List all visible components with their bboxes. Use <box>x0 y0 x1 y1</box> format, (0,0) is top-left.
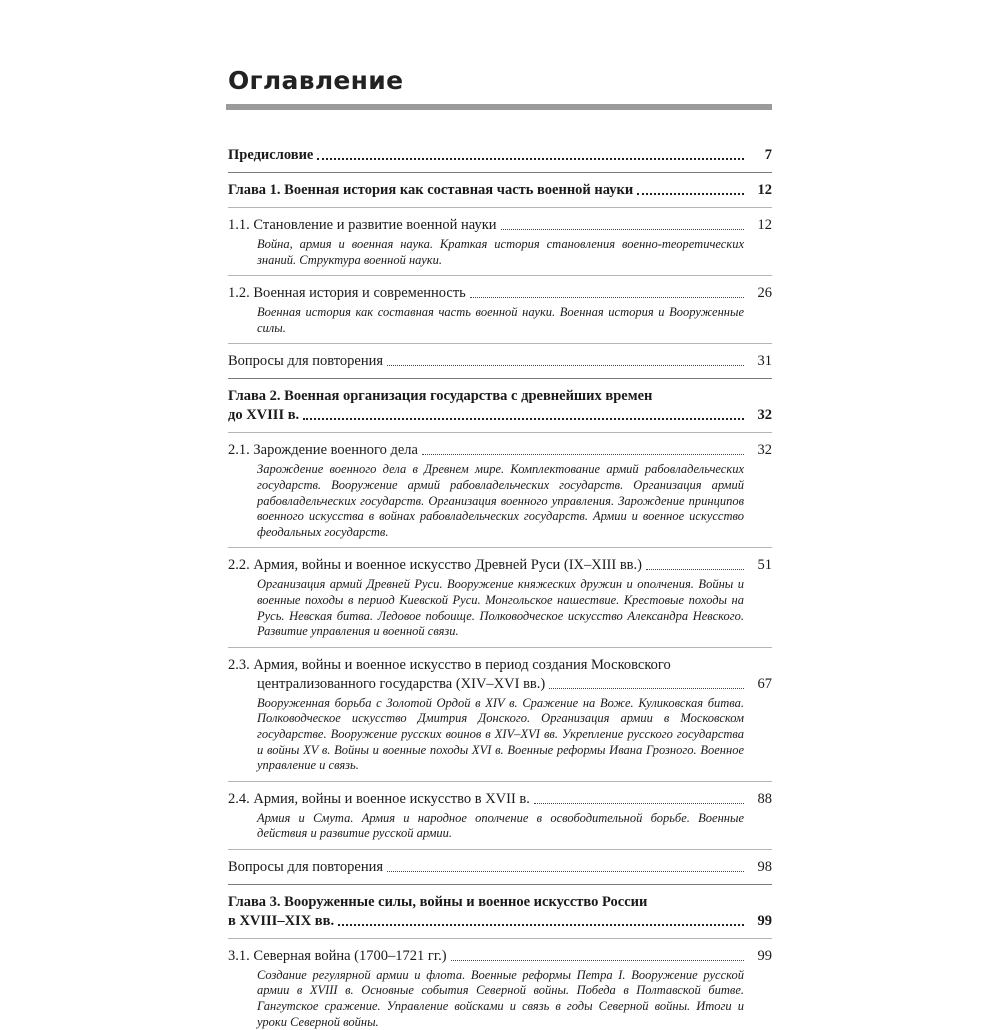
toc-entry-title-line2: в XVIII–XIX вв. <box>228 912 335 929</box>
leader-dots <box>534 803 744 804</box>
toc-entry-description: Армия и Смута. Армия и народное ополчение в освободительной борьбе. Военные действия и развитие русской армии. <box>257 810 744 841</box>
toc-entry-page: 7 <box>764 147 772 163</box>
toc-entry-description: Вооруженная борьба с Золотой Ордой в XIV в. Сражение на Воже. Куликовская битва. Полководческое искусство Дмитрия Донского. Организация армии в Московском государстве. Вооружение русских воинов в XIV–XVI вв. Укрепление русского государства и войны XV в. Войны и военные походы XVI в. Военные реформы Ивана Грозного. Военное управление и связь. <box>257 695 744 773</box>
toc-entry-title: 3.1. Северная война (1700–1721 гг.) <box>228 947 447 964</box>
leader-dots <box>303 418 744 420</box>
toc-entry-page: 32 <box>757 442 772 459</box>
toc-entry-page: 99 <box>757 912 772 929</box>
toc-entry-description: Военная история как составная часть военной науки. Военная история и Вооруженные силы. <box>257 305 744 335</box>
toc-entry-section-2-4[interactable] <box>228 790 772 842</box>
toc-entry-title-line1: Глава 3. Вооруженные силы, войны и военное искусство России <box>228 893 648 910</box>
toc-entry-title: 2.1. Зарождение военного дела <box>228 442 418 459</box>
toc-entry-title: Глава 1. Военная история как составная часть военной науки <box>228 182 634 198</box>
divider <box>228 378 772 379</box>
toc-entry-page: 31 <box>757 353 772 370</box>
leader-dots <box>470 297 744 298</box>
divider <box>228 547 772 548</box>
divider <box>228 647 772 648</box>
toc-entry-description: Зарождение военного дела в Древнем мире. Комплектование армий рабовладельческих государств. Вооружение армий рабовладельческих государств. Организация армий рабовладельческих государств. Организация военного управления. Зарождение принципов военного искусства в войнах рабовладельческих государств. Армии и военное искусство феодальных государств. <box>257 462 744 539</box>
leader-dots <box>646 569 744 570</box>
toc-entry-section-1-1[interactable] <box>228 216 772 268</box>
toc-entry-page: 67 <box>757 675 772 692</box>
leader-dots <box>317 158 744 160</box>
toc-entry-page: 99 <box>757 947 772 964</box>
toc-entry-page: 32 <box>757 407 772 424</box>
divider <box>228 884 772 885</box>
toc-entry-page: 51 <box>757 557 772 574</box>
leader-dots <box>387 365 744 366</box>
divider <box>228 849 772 850</box>
page-title: Оглавление <box>228 66 404 95</box>
divider <box>228 172 772 173</box>
divider <box>228 432 772 433</box>
toc-entry-description: Организация армий Древней Руси. Вооружение княжеских дружин и ополчения. Войны и военные походы в период Киевской Руси. Монгольское нашествие. Крестовые походы на Русь. Невская битва. Ледовое побоище. Полководческое искусство Александра Невского. Развитие управления и военной связи. <box>257 577 744 639</box>
divider <box>228 207 772 208</box>
toc-entry-title-line1: 2.3. Армия, войны и военное искусство в период создания Московского <box>228 656 671 673</box>
toc-entry-description: Война, армия и военная наука. Краткая история становления военно-теоретических знаний. Структура военной науки. <box>257 237 744 267</box>
table-of-contents <box>228 146 772 1030</box>
toc-entry-chapter-3[interactable] <box>228 893 772 931</box>
toc-entry-title: 1.1. Становление и развитие военной науки <box>228 217 497 233</box>
leader-dots <box>549 688 744 689</box>
toc-entry-section-1-2[interactable] <box>228 284 772 336</box>
title-rule <box>226 104 772 110</box>
toc-entry-title: Вопросы для повторения <box>228 858 384 875</box>
divider <box>228 275 772 276</box>
divider <box>228 343 772 344</box>
toc-entry-chapter-2[interactable] <box>228 387 772 425</box>
toc-entry-section-2-2[interactable] <box>228 556 772 639</box>
toc-entry-title-line2: до XVIII в. <box>228 407 300 424</box>
leader-dots <box>387 871 744 872</box>
toc-entry-section-2-3[interactable] <box>228 656 772 774</box>
toc-entry-page: 26 <box>757 285 772 302</box>
toc-entry-questions-2[interactable] <box>228 858 772 877</box>
toc-entry-page: 88 <box>757 790 772 807</box>
leader-dots <box>637 193 744 195</box>
toc-entry-title: 1.2. Военная история и современность <box>228 285 466 302</box>
leader-dots <box>451 960 744 961</box>
toc-entry-title: 2.2. Армия, войны и военное искусство Древней Руси (IX–XIII вв.) <box>228 557 642 574</box>
toc-entry-title-line1: Глава 2. Военная организация государства с древнейших времен <box>228 388 653 405</box>
divider <box>228 781 772 782</box>
toc-entry-page: 12 <box>757 182 772 198</box>
toc-entry-title: Предисловие <box>228 147 314 163</box>
toc-entry-section-3-1[interactable] <box>228 947 772 1030</box>
toc-entry-title: Вопросы для повторения <box>228 353 384 370</box>
toc-entry-preface[interactable] <box>228 146 772 165</box>
toc-entry-title: 2.4. Армия, войны и военное искусство в XVII в. <box>228 790 530 807</box>
toc-entry-page: 98 <box>757 858 772 875</box>
toc-entry-section-2-1[interactable] <box>228 441 772 540</box>
toc-entry-chapter-1[interactable] <box>228 181 772 200</box>
toc-entry-page: 12 <box>757 217 772 233</box>
toc-entry-title-line2: централизованного государства (XIV–XVI вв.) <box>257 675 546 692</box>
toc-entry-description: Создание регулярной армии и флота. Военные реформы Петра I. Вооружение русской армии в XVIII в. Основные события Северной войны. Победа в Полтавской битве. Гангутское сражение. Управление войсками и связь в годы Северной войны. Итоги и уроки Северной войны. <box>257 967 744 1029</box>
toc-entry-questions-1[interactable] <box>228 352 772 371</box>
leader-dots <box>338 924 744 926</box>
divider <box>228 938 772 939</box>
leader-dots <box>501 229 744 230</box>
leader-dots <box>422 454 744 455</box>
